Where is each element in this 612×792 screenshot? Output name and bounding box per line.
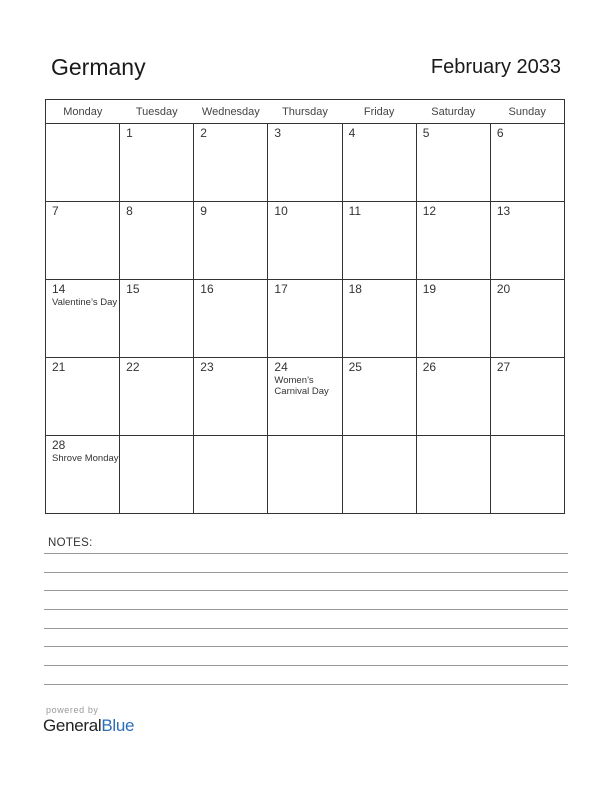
calendar-grid (45, 99, 565, 514)
day-cell (342, 436, 416, 514)
day-cell (490, 202, 564, 280)
day-number: 25 (348, 360, 362, 374)
calendar-week-row (46, 436, 565, 514)
day-cell (416, 202, 490, 280)
day-number (491, 436, 564, 439)
day-number: 7 (52, 204, 59, 218)
note-line (44, 684, 568, 685)
day-number: 11 (348, 204, 362, 218)
notes-label: NOTES: (48, 537, 93, 549)
day-cell (490, 358, 564, 436)
day-number: 24 (274, 360, 288, 374)
day-number: 9 (200, 204, 207, 218)
day-cell (342, 358, 416, 436)
day-cell (120, 358, 194, 436)
day-cell (416, 280, 490, 358)
day-cell (194, 436, 268, 514)
weekday-header-row (46, 100, 565, 124)
weekday-header: Friday (342, 100, 416, 124)
note-line (44, 572, 568, 573)
day-number (268, 436, 341, 439)
day-number: 23 (200, 360, 214, 374)
calendar-week-row (46, 202, 565, 280)
day-cell (416, 124, 490, 202)
note-line (44, 553, 568, 554)
day-number: 13 (496, 204, 511, 218)
month-year-title: February 2033 (430, 56, 561, 78)
weekday-header: Tuesday (120, 100, 194, 124)
day-number: 20 (496, 282, 511, 296)
note-line (44, 646, 568, 647)
day-number (194, 436, 267, 439)
day-cell (46, 124, 120, 202)
day-number: 8 (126, 204, 133, 218)
day-number: 12 (422, 204, 437, 218)
day-number: 28 (52, 438, 66, 452)
logo-blue-text: Blue (101, 716, 135, 735)
day-cell (46, 280, 120, 358)
day-cell (194, 124, 268, 202)
note-line (44, 628, 568, 629)
day-cell (194, 358, 268, 436)
powered-by-text: powered by (46, 705, 99, 715)
weekday-header: Sunday (490, 100, 564, 124)
day-cell (490, 436, 564, 514)
day-cell (268, 358, 342, 436)
day-number (343, 436, 416, 439)
day-number: 22 (126, 360, 140, 374)
note-line (44, 609, 568, 610)
day-number: 15 (126, 282, 140, 296)
day-cell (120, 436, 194, 514)
note-line (44, 590, 568, 591)
day-number: 21 (52, 360, 66, 374)
day-cell (194, 280, 268, 358)
day-number: 26 (422, 360, 437, 374)
weekday-header: Saturday (416, 100, 490, 124)
day-number: 1 (126, 126, 133, 140)
holiday-label: Valentine’s Day (52, 297, 118, 308)
day-cell (342, 280, 416, 358)
day-cell (120, 280, 194, 358)
day-cell (342, 202, 416, 280)
day-cell (268, 124, 342, 202)
weekday-header: Thursday (268, 100, 342, 124)
day-number: 5 (422, 126, 430, 140)
day-number (120, 436, 193, 439)
day-number: 19 (422, 282, 437, 296)
day-number: 17 (274, 282, 288, 296)
generalblue-logo (43, 716, 134, 736)
day-cell (46, 202, 120, 280)
holiday-label: Shrove Monday (52, 453, 119, 464)
day-cell (120, 202, 194, 280)
day-number: 6 (496, 126, 504, 140)
day-number: 18 (348, 282, 362, 296)
day-number: 4 (348, 126, 356, 140)
day-cell (490, 280, 564, 358)
day-number (46, 124, 119, 127)
holiday-label: Women’s Carnival Day (274, 375, 329, 397)
note-line (44, 665, 568, 666)
weekday-header: Wednesday (194, 100, 268, 124)
day-number: 2 (200, 126, 207, 140)
day-cell (268, 280, 342, 358)
day-cell (416, 436, 490, 514)
day-cell (194, 202, 268, 280)
day-cell (416, 358, 490, 436)
day-cell (120, 124, 194, 202)
day-cell (46, 358, 120, 436)
weekday-header: Monday (46, 100, 120, 124)
day-number: 27 (496, 360, 511, 374)
day-number: 10 (274, 204, 288, 218)
country-title: Germany (51, 54, 146, 80)
day-cell (490, 124, 564, 202)
day-cell (46, 436, 120, 514)
day-number: 14 (52, 282, 66, 296)
day-number: 3 (274, 126, 282, 140)
day-cell (268, 436, 342, 514)
calendar-week-row (46, 124, 565, 202)
calendar-week-row (46, 358, 565, 436)
day-number: 16 (200, 282, 214, 296)
day-cell (268, 202, 342, 280)
day-cell (342, 124, 416, 202)
logo-general-text: General (43, 716, 102, 735)
calendar-week-row (46, 280, 565, 358)
day-number (417, 436, 490, 439)
